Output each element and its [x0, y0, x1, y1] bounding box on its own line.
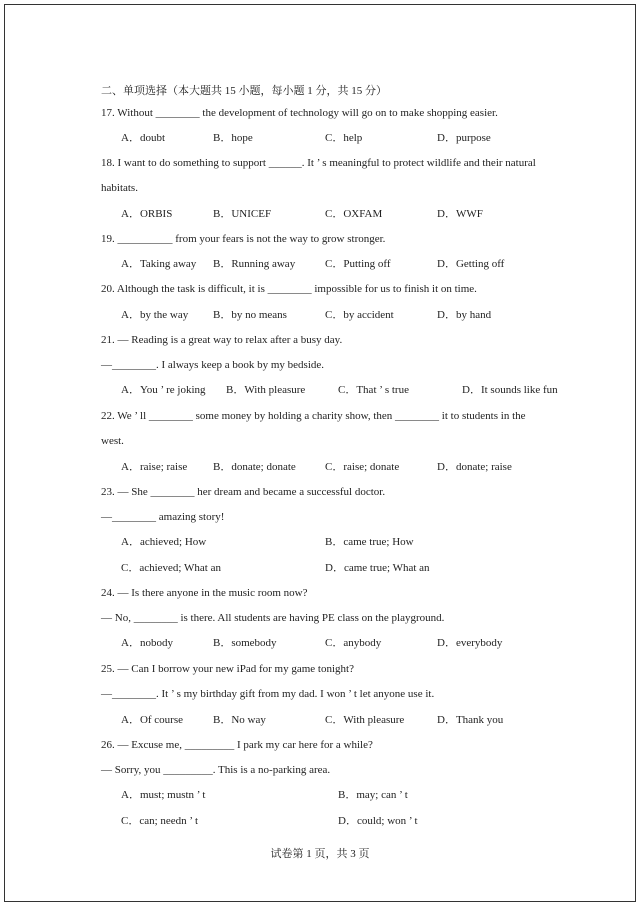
question-20-option-d[interactable]: D．by hand	[437, 309, 492, 321]
question-26-option-d[interactable]: D．could; won ’ t	[338, 815, 418, 827]
question-23-option-d[interactable]: D．came true; What an	[325, 562, 430, 574]
question-22-stem-line1: 22. We ’ ll ________ some money by holding a charity show, then ________ it to students in the	[101, 410, 526, 422]
question-17-option-c[interactable]: C．help	[325, 132, 363, 144]
question-21-option-b[interactable]: B．With pleasure	[226, 384, 306, 396]
question-24-option-b[interactable]: B．somebody	[213, 637, 277, 649]
question-25-option-a[interactable]: A．Of course	[121, 714, 184, 726]
question-19-option-a[interactable]: A．Taking away	[121, 258, 197, 270]
question-26-stem-line1: 26. — Excuse me, _________ I park my car here for a while?	[101, 739, 373, 751]
question-25-stem-line1: 25. — Can I borrow your new iPad for my game tonight?	[101, 663, 354, 675]
question-22-option-c[interactable]: C．raise; donate	[325, 461, 400, 473]
question-21-stem-line1: 21. — Reading is a great way to relax after a busy day.	[101, 334, 343, 346]
question-24-option-c[interactable]: C．anybody	[325, 637, 382, 649]
question-18-option-a[interactable]: A．ORBIS	[121, 208, 173, 220]
question-20-option-c[interactable]: C．by accident	[325, 309, 394, 321]
question-20-stem: 20. Although the task is difficult, it is ________ impossible for us to finish it on time.	[101, 283, 477, 295]
page-footer: 试卷第 1 页，共 3 页	[270, 848, 370, 860]
question-26-option-a[interactable]: A．must; mustn ’ t	[121, 789, 206, 801]
question-26-stem-line2: — Sorry, you _________. This is a no-parking area.	[101, 764, 331, 776]
question-18-stem-line2: habitats.	[101, 182, 138, 194]
question-25-option-c[interactable]: C．With pleasure	[325, 714, 405, 726]
question-21-option-a[interactable]: A．You ’ re joking	[121, 384, 206, 396]
question-23-stem-line1: 23. — She ________ her dream and became a successful doctor.	[101, 486, 386, 498]
question-26-option-b[interactable]: B．may; can ’ t	[338, 789, 408, 801]
question-24-stem-line2: — No, ________ is there. All students are having PE class on the playground.	[101, 612, 445, 624]
question-24-stem-line1: 24. — Is there anyone in the music room now?	[101, 587, 308, 599]
exam-page	[4, 4, 636, 902]
question-20-option-b[interactable]: B．by no means	[213, 309, 287, 321]
question-22-option-a[interactable]: A．raise; raise	[121, 461, 188, 473]
question-17-option-d[interactable]: D．purpose	[437, 132, 491, 144]
question-20-option-a[interactable]: A．by the way	[121, 309, 189, 321]
question-19-option-c[interactable]: C．Putting off	[325, 258, 391, 270]
question-22-option-b[interactable]: B．donate; donate	[213, 461, 296, 473]
question-18-option-d[interactable]: D．WWF	[437, 208, 483, 220]
question-23-option-b[interactable]: B．came true; How	[325, 536, 414, 548]
question-23-option-a[interactable]: A．achieved; How	[121, 536, 207, 548]
question-25-stem-line2: —________. It ’ s my birthday gift from my dad. I won ’ t let anyone use it.	[101, 688, 435, 700]
question-23-option-c[interactable]: C．achieved; What an	[121, 562, 221, 574]
question-19-option-d[interactable]: D．Getting off	[437, 258, 505, 270]
section-header: 二、单项选择（本大题共 15 小题，每小题 1 分，共 15 分）	[101, 85, 387, 97]
question-26-option-c[interactable]: C．can; needn ’ t	[121, 815, 199, 827]
question-18-stem-line1: 18. I want to do something to support ______. It ’ s meaningful to protect wildlife and their natural	[101, 157, 536, 169]
question-18-option-c[interactable]: C．OXFAM	[325, 208, 383, 220]
question-24-option-a[interactable]: A．nobody	[121, 637, 173, 649]
question-17-stem: 17. Without ________ the development of technology will go on to make shopping easier.	[101, 107, 498, 119]
question-18-option-b[interactable]: B．UNICEF	[213, 208, 272, 220]
question-23-stem-line2: —________ amazing story!	[101, 511, 225, 523]
question-17-option-b[interactable]: B．hope	[213, 132, 253, 144]
question-22-option-d[interactable]: D．donate; raise	[437, 461, 512, 473]
question-21-option-c[interactable]: C．That ’ s true	[338, 384, 409, 396]
question-19-stem: 19. __________ from your fears is not the way to grow stronger.	[101, 233, 386, 245]
question-22-stem-line2: west.	[101, 435, 124, 447]
question-17-option-a[interactable]: A．doubt	[121, 132, 165, 144]
question-24-option-d[interactable]: D．everybody	[437, 637, 503, 649]
question-19-option-b[interactable]: B．Running away	[213, 258, 296, 270]
question-25-option-d[interactable]: D．Thank you	[437, 714, 504, 726]
question-21-stem-line2: —________. I always keep a book by my bedside.	[101, 359, 325, 371]
question-21-option-d[interactable]: D．It sounds like fun	[462, 384, 558, 396]
question-25-option-b[interactable]: B．No way	[213, 714, 266, 726]
